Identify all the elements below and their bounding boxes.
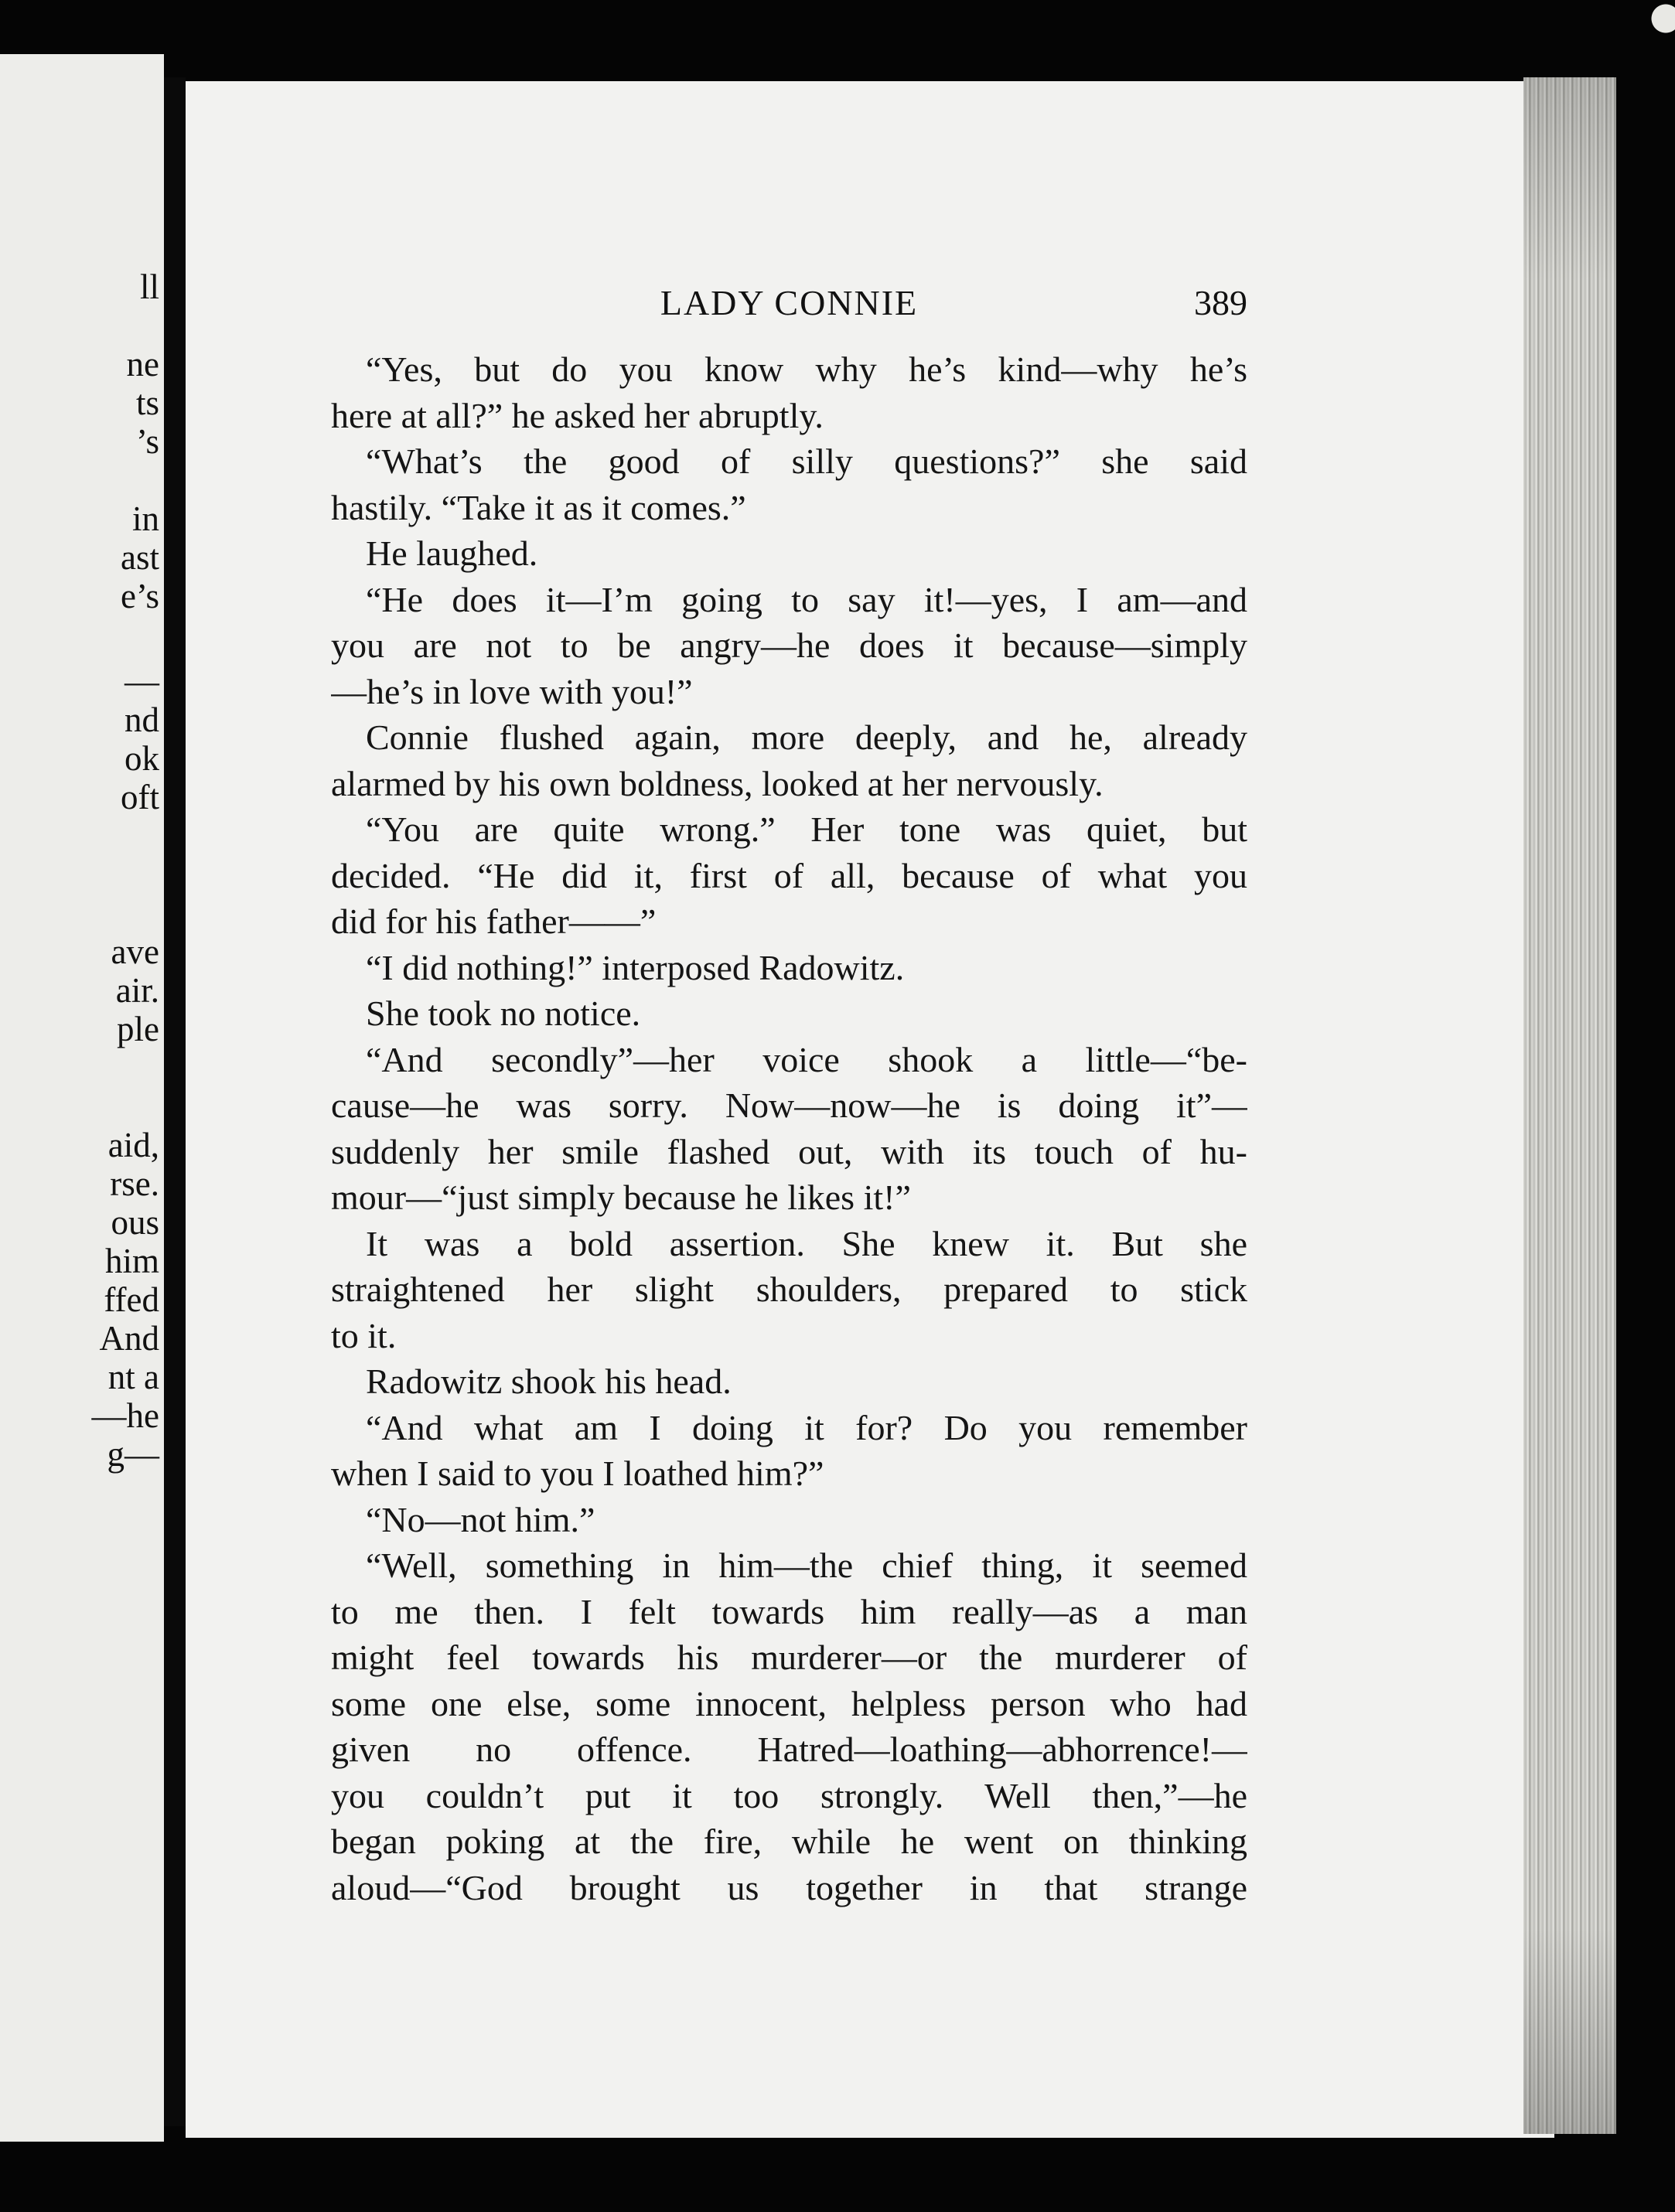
text-line: “Well, something in him—the chief thing, it seemed [366,1546,1247,1585]
running-title: LADY CONNIE [660,283,919,322]
text-line: Radowitz shook his head. [366,1362,732,1401]
text-line: when I said to you I loathed him?” [331,1454,824,1493]
left-page-text-fragment: nd [125,700,159,739]
left-page-text-fragment: in [131,499,159,538]
text-line: —he’s in love with you!” [331,671,693,711]
left-page-text-fragment: ne [126,345,159,383]
text-line: “He does it—I’m going to say it!—yes, I am—and [366,579,1247,619]
text-line: straightened her slight shoulders, prepared to stick [331,1270,1247,1309]
text-line: It was a bold assertion. She knew it. But she [366,1223,1247,1263]
left-page-text-fragment: ous [111,1203,159,1242]
text-line: you are not to be angry—he does it because—simply [331,625,1247,665]
left-page-text-fragment: ave [111,932,159,971]
text-line: “Yes, but do you know why he’s kind—why he’s [366,349,1247,389]
left-page-text-fragment: ple [117,1010,159,1048]
text-line: suddenly her smile flashed out, with its touch of hu- [331,1131,1247,1171]
text-line: given no offence. Hatred—loathing—abhorrence!— [331,1730,1247,1769]
text-line: decided. “He did it, first of all, because of what you [331,855,1247,895]
text-line: to me then. I felt towards him really—as a man [331,1591,1247,1631]
left-page-text-fragment: And [99,1319,159,1358]
text-line: She took no notice. [366,994,641,1033]
text-line: cause—he was sorry. Now—now—he is doing it”— [331,1086,1247,1125]
page-header [331,282,1247,329]
left-page-text-fragment: ffed [104,1280,159,1319]
left-page-text-fragment: aid, [107,1126,159,1164]
text-line: alarmed by his own boldness, looked at her nervously. [331,763,1104,803]
text-line: “And what am I doing it for? Do you remember [366,1407,1247,1447]
left-page-text-fragment: him [104,1242,159,1280]
page-number: 389 [1194,283,1247,322]
left-page-text-fragment: e’s [121,577,159,615]
left-page-text-fragment: ll [139,268,159,306]
corner-artifact [1644,0,1675,46]
text-line: mour—“just simply because he likes it!” [331,1178,911,1217]
text-line: “I did nothing!” interposed Radowitz. [366,947,905,987]
left-page-text-fragment: air. [115,971,159,1010]
text-line: to it. [331,1315,397,1355]
left-page-text-fragment: g— [107,1435,159,1474]
left-page-text-fragment: ok [125,739,159,778]
page-edges [1523,77,1616,2134]
text-line: “And secondly”—her voice shook a little—“be- [366,1039,1247,1079]
left-page-text-fragment: — [125,662,159,700]
text-line: Connie flushed again, more deeply, and he, already [366,717,1247,757]
text-line: “What’s the good of silly questions?” she said [366,441,1247,481]
text-line: did for his father——” [331,902,657,941]
text-line: here at all?” he asked her abruptly. [331,395,824,435]
text-line: you couldn’t put it too strongly. Well then,”—he [331,1775,1247,1815]
text-line: some one else, some innocent, helpless person who had [331,1683,1247,1723]
left-page-text-fragment: ts [135,383,159,422]
text-line: aloud—“God brought us together in that strange [331,1867,1247,1907]
text-line: He laughed. [366,533,538,573]
left-page-text-fragment: ast [121,538,159,577]
text-line: “You are quite wrong.” Her tone was quiet, but [366,809,1247,849]
left-page-text-fragment: oft [121,778,159,816]
book-gutter [164,77,186,2126]
left-page-text-fragment: rse. [110,1164,159,1203]
text-line: began poking at the fire, while he went on thinking [331,1822,1247,1861]
left-page-text-fragment: ’s [135,422,159,461]
left-page-text-fragment: —he [91,1396,159,1435]
body-text [331,346,1247,1910]
text-line: “No—not him.” [366,1499,595,1539]
left-page-fragment [0,54,164,2142]
left-page-text-fragment: nt a [107,1358,159,1396]
text-line: hastily. “Take it as it comes.” [331,487,746,527]
text-line: might feel towards his murderer—or the murderer of [331,1638,1247,1677]
